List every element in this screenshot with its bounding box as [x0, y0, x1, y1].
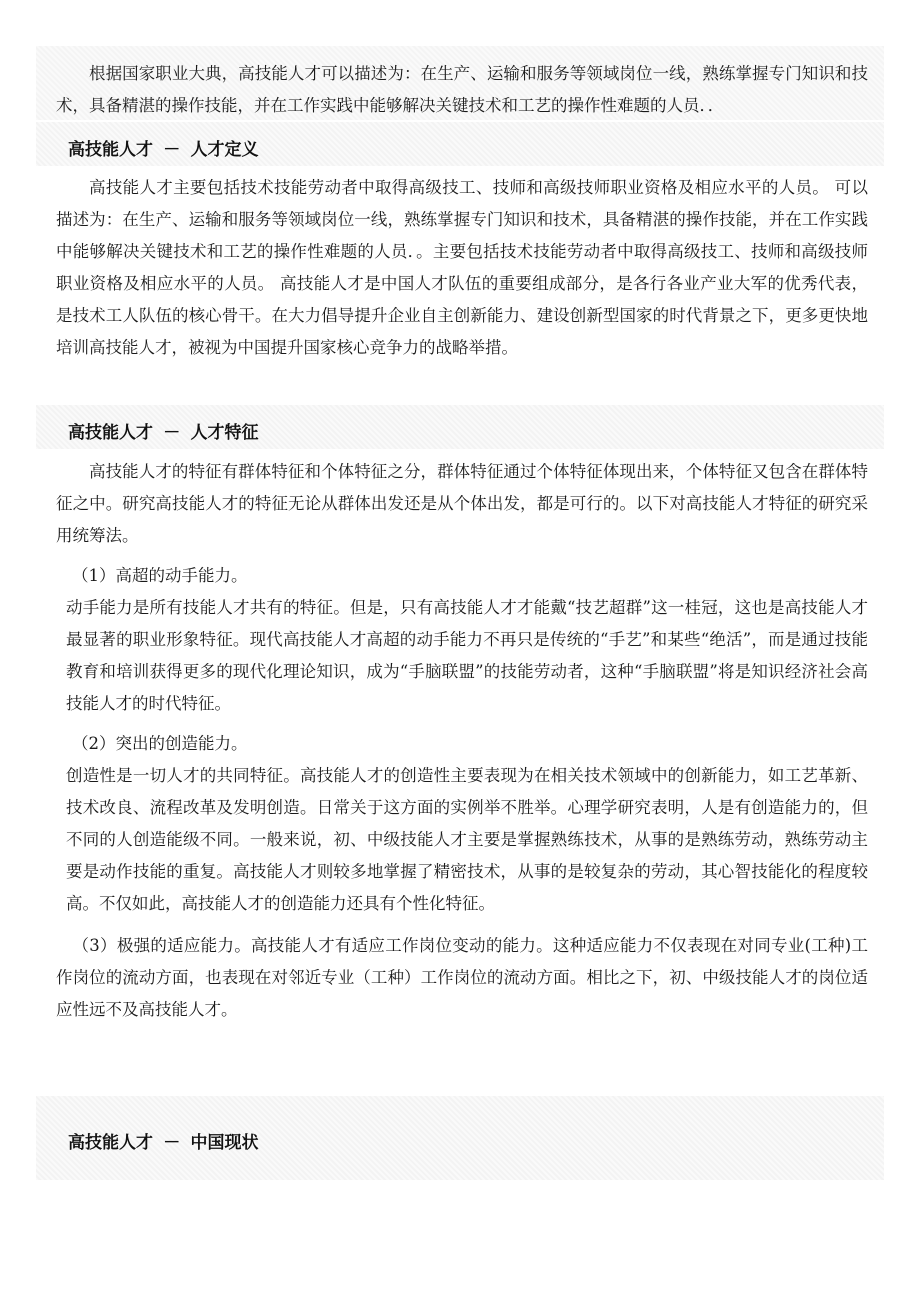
- feature-2-title: （2）突出的创造能力。: [72, 734, 248, 753]
- intro-paragraph: 根据国家职业大典，高技能人才可以描述为：在生产、运输和服务等领域岗位一线，熟练掌握专门知识和技术，具备精湛的操作技能，并在工作实践中能够解决关键技术和工艺的操作性难题的人员．．: [56, 64, 868, 115]
- definition-heading: 高技能人才 － 人才定义: [68, 140, 259, 160]
- feature-1-title: （1）高超的动手能力。: [72, 566, 248, 585]
- definition-heading-band: [36, 122, 884, 166]
- feature-1-paragraph: 动手能力是所有技能人才共有的特征。但是，只有高技能人才才能戴“技艺超群”这一桂冠，这也是高技能人才最显著的职业形象特征。现代高技能人才高超的动手能力不再只是传统的“手艺”和某些“绝活”，而是通过技能教育和培训获得更多的现代化理论知识，成为“手脑联盟”的技能劳动者，这种“手脑联盟”将是知识经济社会高技能人才的时代特征。: [66, 598, 868, 713]
- status-heading: 高技能人才 － 中国现状: [68, 1133, 259, 1153]
- features-heading-band: [36, 405, 884, 449]
- feature-2-paragraph: 创造性是一切人才的共同特征。高技能人才的创造性主要表现为在相关技术领域中的创新能力，如工艺革新、技术改良、流程改革及发明创造。日常关于这方面的实例举不胜举。心理学研究表明，人是有创造能力的，但不同的人创造能级不同。一般来说，初、中级技能人才主要是掌握熟练技术，从事的是熟练劳动，熟练劳动主要是动作技能的重复。高技能人才则较多地掌握了精密技术，从事的是较复杂的劳动，其心智技能化的程度较高。不仅如此，高技能人才的创造能力还具有个性化特征。: [66, 766, 868, 913]
- features-heading: 高技能人才 － 人才特征: [68, 423, 259, 443]
- status-heading-band: [36, 1096, 884, 1180]
- features-intro-paragraph: 高技能人才的特征有群体特征和个体特征之分，群体特征通过个体特征体现出来，个体特征又包含在群体特征之中。研究高技能人才的特征无论从群体出发还是从个体出发，都是可行的。以下对高技能人才特征的研究采用统筹法。: [56, 462, 868, 545]
- definition-paragraph: 高技能人才主要包括技术技能劳动者中取得高级技工、技师和高级技师职业资格及相应水平的人员。 可以描述为：在生产、运输和服务等领域岗位一线，熟练掌握专门知识和技术，具备精湛的操作技能，并在工作实践中能够解决关键技术和工艺的操作性难题的人员．。主要包括技术技能劳动者中取得高级技工、技师和高级技师职业资格及相应水平的人员。 高技能人才是中国人才队伍的重要组成部分，是各行各业产业大军的优秀代表，是技术工人队伍的核心骨干。在大力倡导提升企业自主创新能力、建设创新型国家的时代背景之下，更多更快地培训高技能人才，被视为中国提升国家核心竞争力的战略举措。: [56, 178, 868, 357]
- feature-3-paragraph: （3）极强的适应能力。高技能人才有适应工作岗位变动的能力。这种适应能力不仅表现在对同专业(工种)工作岗位的流动方面，也表现在对邻近专业（工种）工作岗位的流动方面。相比之下，初、中级技能人才的岗位适应性远不及高技能人才。: [56, 936, 868, 1019]
